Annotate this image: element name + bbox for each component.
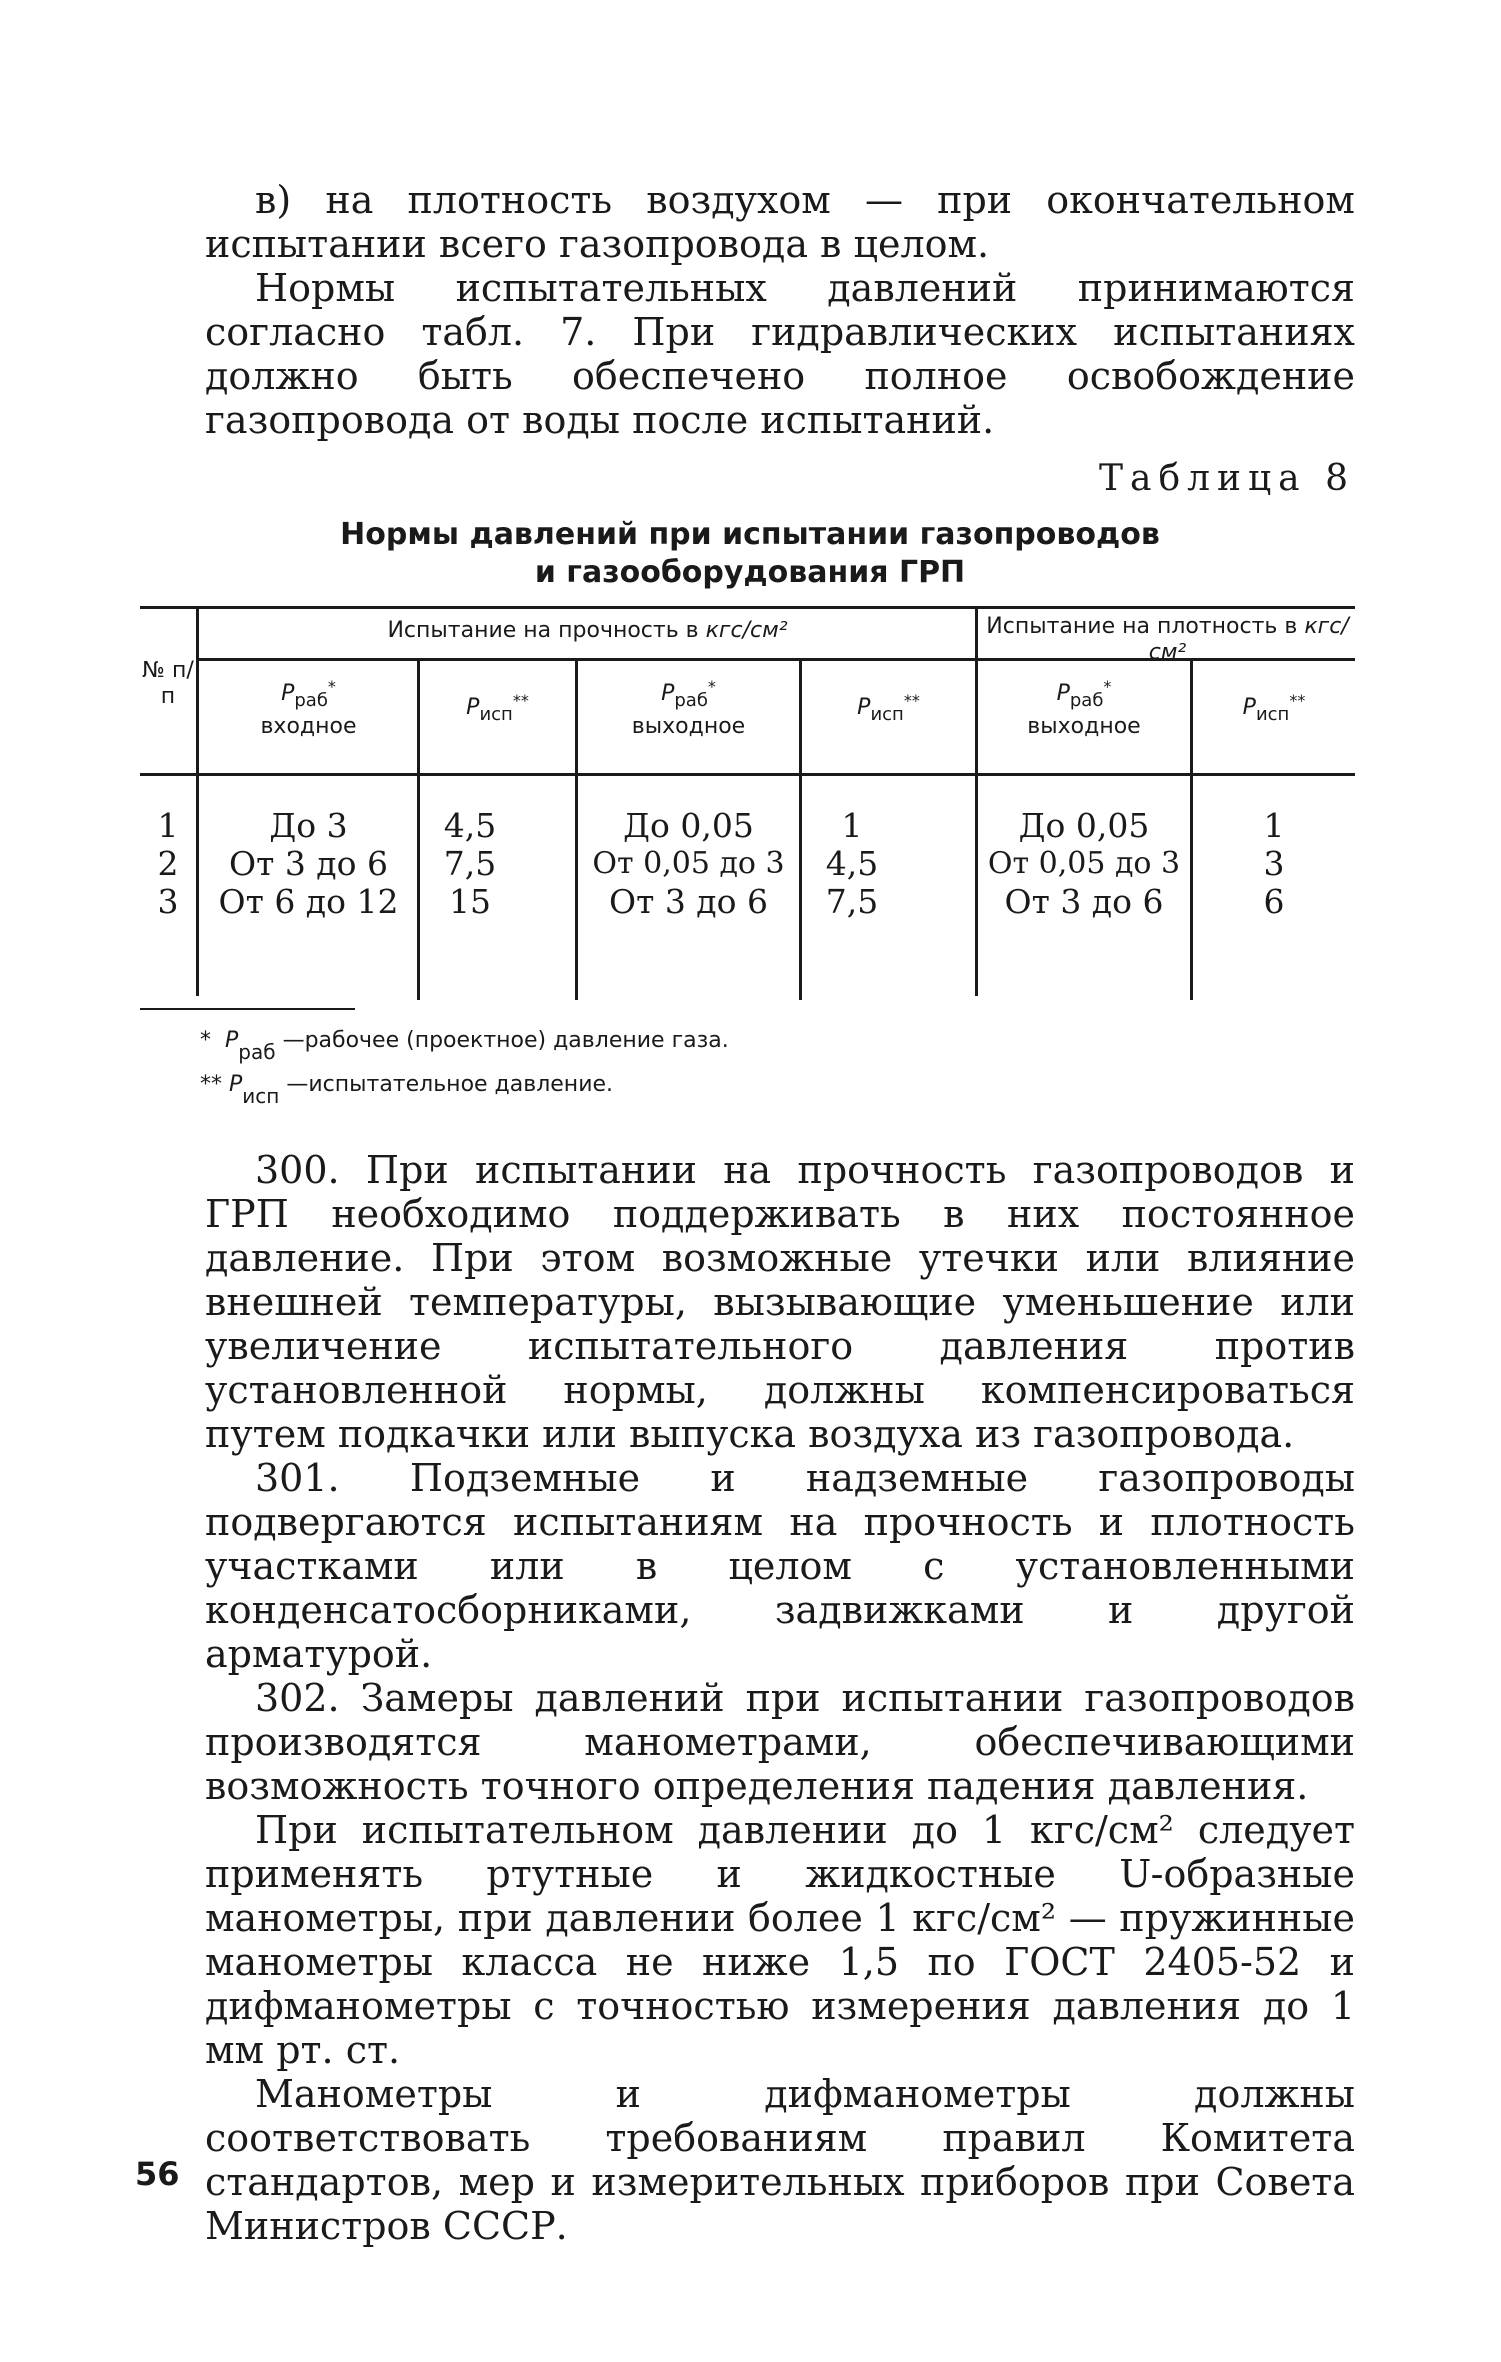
page-number: 56 <box>135 2155 180 2193</box>
header-p-rab-out-2: $P_{раб}^*$ выходное <box>1027 677 1141 739</box>
paragraph-v: в) на плотность воздухом — при окончательном испытании всего газопровода в целом. <box>205 178 1355 266</box>
header-density-group: Испытание на плотность в кгс/см² <box>986 614 1349 665</box>
table-title-line-2: и газооборудования ГРП <box>534 555 966 590</box>
table-title-line-1: Нормы давлений при испытании газопроводов <box>340 517 1160 552</box>
header-p-rab-in: $P_{раб}^*$ входное <box>260 677 357 739</box>
footnote-divider <box>140 1008 355 1010</box>
header-strength-group: Испытание на прочность в кгс/см² <box>387 618 788 643</box>
paragraph-norms: Нормы испытательных давлений принимаются согласно табл. 7. При гидравлических испытаниях должно быть обеспечено полное освобождение газопровода от воды после испытаний. <box>205 266 1355 442</box>
footnote-2: ** Pисп —испытательное давление. <box>200 1072 614 1108</box>
paragraph-300: 300. При испытании на прочность газопроводов и ГРП необходимо поддерживать в них постоянное давление. При этом возможные утечки или влияние внешней температуры, вызывающие уменьшение или увеличение испытательного давления против установленной нормы, должны компенсироваться путем подкачки или выпуска воздуха из газопровода. <box>205 1148 1355 1456</box>
footnote-1: * Pраб —рабочее (проектное) давление газа. <box>200 1028 729 1064</box>
header-p-isp-2: $P_{исп}^{**}$ <box>857 691 920 725</box>
paragraph-manometers: При испытательном давлении до 1 кгс/см² следует применять ртутные и жидкостные U-образные манометры, при давлении более 1 кгс/см² — пружинные манометры класса не ниже 1,5 по ГОСТ 2405-52 и дифманометры с точностью измерения давления до 1 мм рт. ст. <box>205 1808 1355 2072</box>
intro-text <box>205 178 1355 442</box>
table-label: Таблица 8 <box>1099 458 1355 499</box>
header-p-isp-1: $P_{исп}^{**}$ <box>466 691 529 725</box>
header-p-isp-3: $P_{исп}^{**}$ <box>1242 691 1306 725</box>
table-title <box>200 516 1300 592</box>
paragraph-requirements: Манометры и дифманометры должны соответствовать требованиям правил Комитета стандартов, мер и измерительных приборов при Совета Министров СССР. <box>205 2072 1355 2248</box>
pressure-norms-table: № п/п Испытание на прочность в кгс/см² Испытание на плотность в кгс/см² $P_{раб}^*$ входное $P_{исп}^{**}$ $P_{раб}^*$ выходное $P_{исп}^{**}$ $P_{раб}^*$ выходное $P_{исп}^{**}$ 1 До 3 4,5 До 0,05 1 До 0,05 1 2 От 3 до 6 7,5 От 0,05 до 3 4,5 От 0,05 до 3 3 3 От 6 до 12 15 От 3 до 6 7,5 От 3 до 6 6 <box>140 606 1355 996</box>
header-number: № п/п <box>142 658 194 709</box>
paragraph-302: 302. Замеры давлений при испытании газопроводов производятся манометрами, обеспечивающими возможность точного определения падения давления. <box>205 1676 1355 1808</box>
header-p-rab-out-1: $P_{раб}^*$ выходное <box>631 677 746 739</box>
paragraph-301: 301. Подземные и надземные газопроводы подвергаются испытаниям на прочность и плотность участками или в целом с установленными конденсатосборниками, задвижками и другой арматурой. <box>205 1456 1355 1676</box>
main-text <box>205 1148 1355 2248</box>
